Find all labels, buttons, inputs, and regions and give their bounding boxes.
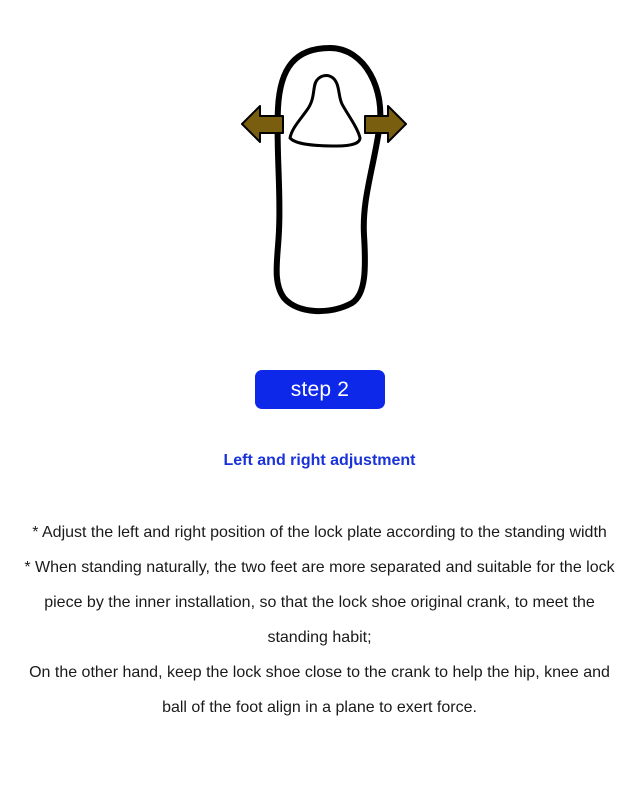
instructions-text [20, 515, 619, 725]
instruction-paragraph: * When standing naturally, the two feet are more separated and suitable for the lock piece by the inner installation, so that the lock shoe original crank, to meet the standing habit; [24, 559, 615, 646]
instruction-paragraph: On the other hand, keep the lock shoe close to the crank to help the hip, knee and ball of the foot align in a plane to exert force. [29, 664, 610, 716]
section-title: Left and right adjustment [223, 452, 416, 469]
step-badge-label: step 2 [290, 377, 350, 401]
shoe-cleat-illustration [0, 0, 639, 340]
step-badge [255, 370, 385, 409]
instruction-paragraph: * Adjust the left and right position of the lock plate according to the standing width [32, 524, 607, 541]
